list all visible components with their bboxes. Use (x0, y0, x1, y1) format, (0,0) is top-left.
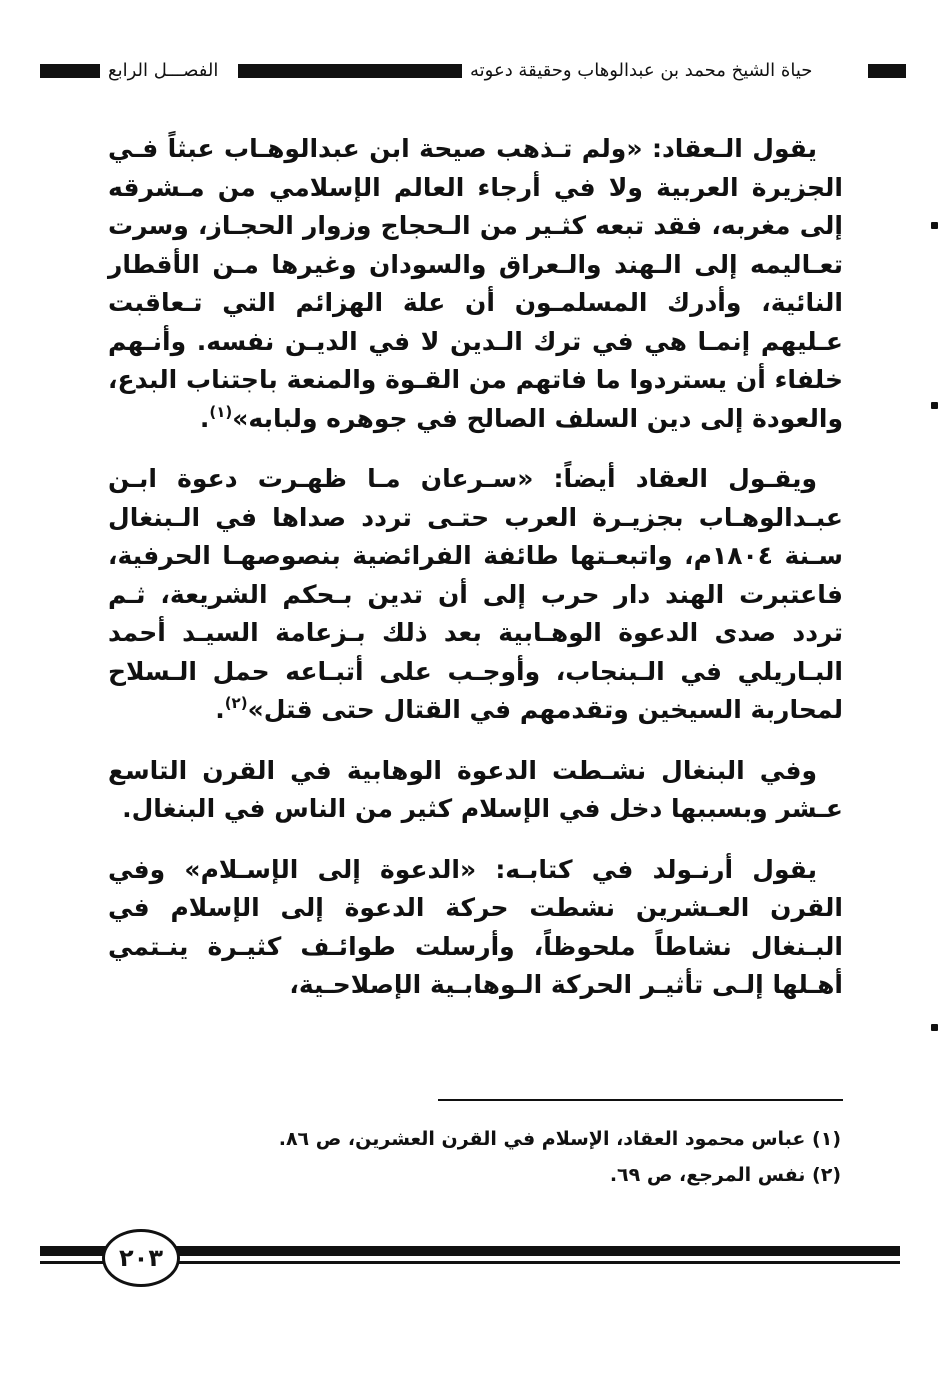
footnote: (٢) نفس المرجع، ص ٦٩. (609, 1164, 841, 1186)
header-bar-middle (238, 64, 462, 78)
footnote: (١) عباس محمود العقاد، الإسلام في القرن العشرين، ص ٨٦. (278, 1128, 841, 1150)
page-footer (40, 1226, 900, 1286)
paragraph-end: . (199, 403, 210, 433)
footnotes (106, 1121, 841, 1193)
book-title: حياة الشيخ محمد بن عبدالوهاب وحقيقة دعوته (470, 60, 813, 81)
header-bar-right (868, 64, 906, 78)
paragraph-text: ويقـول العقاد أيضاً: «سـرعان مـا ظهـرت دعوة ابـن عبـدالوهـاب بجزيـرة العرب حتـى تردد صداها في الـبنغال سـنة ١٨٠٤م، واتبعـتها طائفة الفرائضية بنصوصهـا الحرفية، فاعتبرت الهند دار حرب إلى أن تدين بـحكم الشريعة، ثـم تردد صدى الدعوة الوهـابية بعد ذلك بـزعامة السيـد أحمد البـاريلي في الـبنجاب، وأوجـب على أتبـاعه حمل الـسلاح لمحاربة السيخين وتقدمهم في القتال حتى قتل» (108, 464, 843, 724)
running-header (40, 56, 906, 92)
margin-mark (931, 222, 938, 229)
paragraph-text: يقول الـعقاد: «ولم تـذهب صيحة ابن عبدالوهـاب عبثاً فـي الجزيرة العربية ولا في أرجاء العالم الإسلامي من مـشرقه إلى مغربه، فقد تبعه كثـير من الـحجاج وزوار الحجـاز، وسرت تعـاليمه إلى الـهند والـعراق والسودان وغيرها مـن الأقطار النائية، وأدرك المسلمـون أن علة الهزائم التي تـعاقبت عـليهم إنمـا هي في ترك الـدين لا في الديـن نفسه. وأنـهم خلفاء أن يستردوا ما فاتهم من القـوة والمنعة باجتناب البدع، والعودة إلى دين السلف الصالح في جوهره ولبابه» (108, 134, 843, 433)
margin-mark (931, 1024, 938, 1031)
footnote-ref: (٢) (224, 694, 248, 712)
paragraph (108, 460, 843, 730)
paragraph (108, 752, 843, 829)
body-text (108, 130, 843, 1005)
paragraph-end: . (215, 695, 225, 724)
paragraph-text: وفي البنغال نشـطت الدعوة الوهابية في القرن التاسع عـشر وبسببها دخل في الإسلام كثير من الناس في البنغال. (108, 755, 843, 823)
chapter-title: الفصـــل الرابع (108, 60, 219, 81)
margin-mark (931, 402, 938, 409)
page-number: ٢٠٣ (102, 1229, 180, 1287)
footnote-ref: (١) (209, 402, 233, 421)
paragraph-text: يقول أرنـولد في كتابـه: «الدعوة إلى الإسـلام» وفي القرن العـشرين نشطت حركة الدعوة إلى الإسلام في البـنغال نشاطاً ملحوظاً، وأرسلت طوائـف كثيـرة ينـتمي أهـلها إلـى تأثيـر الحركة الـوهابـية الإصلاحـية، (108, 854, 843, 999)
paragraph (108, 851, 843, 1005)
footnote-divider (438, 1099, 843, 1101)
paragraph (108, 130, 843, 438)
header-bar-left (40, 64, 100, 78)
